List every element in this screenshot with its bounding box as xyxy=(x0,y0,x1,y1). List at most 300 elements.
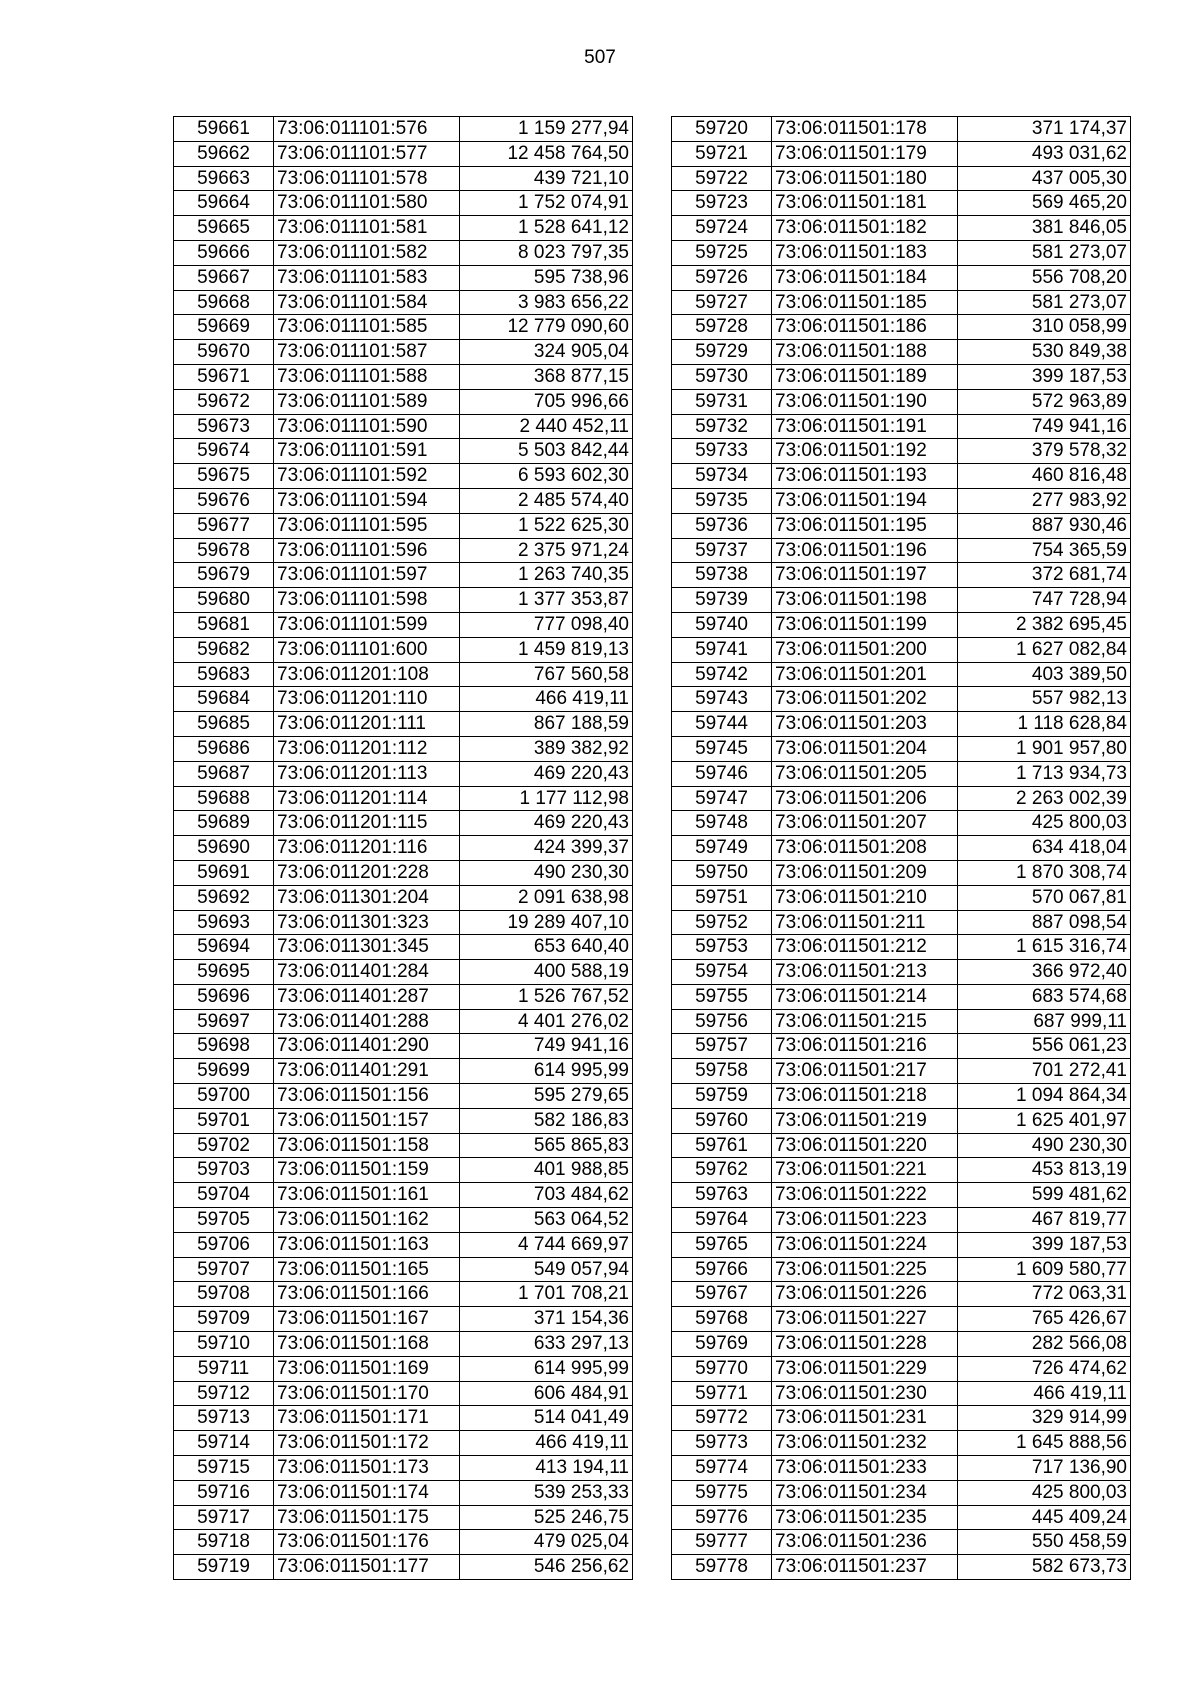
value-cell: 466 419,11 xyxy=(460,687,633,712)
cadastral-number-cell: 73:06:011401:290 xyxy=(274,1034,460,1059)
cadastral-number-cell: 73:06:011501:178 xyxy=(772,117,958,142)
cadastral-number-cell: 73:06:011501:188 xyxy=(772,340,958,365)
cadastral-number-cell: 73:06:011501:161 xyxy=(274,1183,460,1208)
ledger-table-right xyxy=(671,116,1131,1580)
value-cell: 565 865,83 xyxy=(460,1133,633,1158)
value-cell: 453 813,19 xyxy=(958,1158,1131,1183)
value-cell: 550 458,59 xyxy=(958,1530,1131,1555)
cadastral-number-cell: 73:06:011501:231 xyxy=(772,1406,958,1431)
value-cell: 595 279,65 xyxy=(460,1084,633,1109)
table-row xyxy=(174,488,633,513)
table-row xyxy=(672,240,1131,265)
table-row xyxy=(672,910,1131,935)
cadastral-number-cell: 73:06:011201:114 xyxy=(274,786,460,811)
cadastral-number-cell: 73:06:011501:214 xyxy=(772,984,958,1009)
row-number-cell: 59732 xyxy=(672,414,772,439)
value-cell: 546 256,62 xyxy=(460,1555,633,1580)
row-number-cell: 59771 xyxy=(672,1381,772,1406)
value-cell: 2 485 574,40 xyxy=(460,488,633,513)
row-number-cell: 59740 xyxy=(672,612,772,637)
row-number-cell: 59680 xyxy=(174,588,274,613)
table-row xyxy=(672,1356,1131,1381)
cadastral-number-cell: 73:06:011501:170 xyxy=(274,1381,460,1406)
row-number-cell: 59707 xyxy=(174,1257,274,1282)
value-cell: 557 982,13 xyxy=(958,687,1131,712)
row-number-cell: 59719 xyxy=(174,1555,274,1580)
value-cell: 765 426,67 xyxy=(958,1307,1131,1332)
value-cell: 490 230,30 xyxy=(460,860,633,885)
cadastral-number-cell: 73:06:011501:165 xyxy=(274,1257,460,1282)
table-row xyxy=(672,885,1131,910)
cadastral-number-cell: 73:06:011101:581 xyxy=(274,216,460,241)
row-number-cell: 59735 xyxy=(672,488,772,513)
row-number-cell: 59747 xyxy=(672,786,772,811)
table-row xyxy=(174,117,633,142)
value-cell: 329 914,99 xyxy=(958,1406,1131,1431)
row-number-cell: 59671 xyxy=(174,364,274,389)
cadastral-number-cell: 73:06:011501:209 xyxy=(772,860,958,885)
table-row xyxy=(672,563,1131,588)
row-number-cell: 59700 xyxy=(174,1084,274,1109)
row-number-cell: 59738 xyxy=(672,563,772,588)
value-cell: 633 297,13 xyxy=(460,1332,633,1357)
row-number-cell: 59773 xyxy=(672,1431,772,1456)
table-row xyxy=(672,1431,1131,1456)
cadastral-number-cell: 73:06:011101:587 xyxy=(274,340,460,365)
value-cell: 12 458 764,50 xyxy=(460,141,633,166)
cadastral-number-cell: 73:06:011501:180 xyxy=(772,166,958,191)
row-number-cell: 59661 xyxy=(174,117,274,142)
row-number-cell: 59754 xyxy=(672,960,772,985)
cadastral-number-cell: 73:06:011501:226 xyxy=(772,1282,958,1307)
row-number-cell: 59760 xyxy=(672,1108,772,1133)
row-number-cell: 59749 xyxy=(672,836,772,861)
cadastral-number-cell: 73:06:011501:234 xyxy=(772,1480,958,1505)
table-row xyxy=(672,960,1131,985)
cadastral-number-cell: 73:06:011501:182 xyxy=(772,216,958,241)
value-cell: 530 849,38 xyxy=(958,340,1131,365)
cadastral-number-cell: 73:06:011501:211 xyxy=(772,910,958,935)
table-row xyxy=(174,1158,633,1183)
value-cell: 653 640,40 xyxy=(460,935,633,960)
table-row xyxy=(174,389,633,414)
table-row xyxy=(174,1555,633,1580)
cadastral-number-cell: 73:06:011501:237 xyxy=(772,1555,958,1580)
table-row xyxy=(672,1183,1131,1208)
table-row xyxy=(174,588,633,613)
row-number-cell: 59768 xyxy=(672,1307,772,1332)
table-row xyxy=(174,811,633,836)
value-cell: 569 465,20 xyxy=(958,191,1131,216)
row-number-cell: 59751 xyxy=(672,885,772,910)
value-cell: 479 025,04 xyxy=(460,1530,633,1555)
table-row xyxy=(672,935,1131,960)
value-cell: 19 289 407,10 xyxy=(460,910,633,935)
value-cell: 1 377 353,87 xyxy=(460,588,633,613)
value-cell: 747 728,94 xyxy=(958,588,1131,613)
value-cell: 701 272,41 xyxy=(958,1059,1131,1084)
table-row xyxy=(672,439,1131,464)
cadastral-number-cell: 73:06:011501:224 xyxy=(772,1232,958,1257)
cadastral-number-cell: 73:06:011101:576 xyxy=(274,117,460,142)
value-cell: 572 963,89 xyxy=(958,389,1131,414)
value-cell: 1 522 625,30 xyxy=(460,513,633,538)
cadastral-number-cell: 73:06:011201:110 xyxy=(274,687,460,712)
table-row xyxy=(672,1034,1131,1059)
cadastral-number-cell: 73:06:011501:225 xyxy=(772,1257,958,1282)
table-row xyxy=(672,216,1131,241)
table-row xyxy=(174,364,633,389)
table-row xyxy=(672,1009,1131,1034)
table-row xyxy=(174,1480,633,1505)
cadastral-number-cell: 73:06:011501:235 xyxy=(772,1505,958,1530)
table-row xyxy=(672,1381,1131,1406)
table-row xyxy=(672,1530,1131,1555)
cadastral-number-cell: 73:06:011501:190 xyxy=(772,389,958,414)
value-cell: 372 681,74 xyxy=(958,563,1131,588)
table-row xyxy=(672,1084,1131,1109)
row-number-cell: 59720 xyxy=(672,117,772,142)
table-row xyxy=(174,761,633,786)
row-number-cell: 59729 xyxy=(672,340,772,365)
row-number-cell: 59716 xyxy=(174,1480,274,1505)
table-row xyxy=(174,687,633,712)
cadastral-number-cell: 73:06:011101:592 xyxy=(274,464,460,489)
table-row xyxy=(174,786,633,811)
cadastral-number-cell: 73:06:011501:218 xyxy=(772,1084,958,1109)
value-cell: 514 041,49 xyxy=(460,1406,633,1431)
row-number-cell: 59670 xyxy=(174,340,274,365)
row-number-cell: 59737 xyxy=(672,538,772,563)
value-cell: 867 188,59 xyxy=(460,712,633,737)
row-number-cell: 59746 xyxy=(672,761,772,786)
cadastral-number-cell: 73:06:011501:202 xyxy=(772,687,958,712)
row-number-cell: 59698 xyxy=(174,1034,274,1059)
value-cell: 282 566,08 xyxy=(958,1332,1131,1357)
table-row xyxy=(672,612,1131,637)
row-number-cell: 59723 xyxy=(672,191,772,216)
row-number-cell: 59769 xyxy=(672,1332,772,1357)
row-number-cell: 59687 xyxy=(174,761,274,786)
row-number-cell: 59709 xyxy=(174,1307,274,1332)
table-row xyxy=(672,1208,1131,1233)
value-cell: 1 118 628,84 xyxy=(958,712,1131,737)
row-number-cell: 59705 xyxy=(174,1208,274,1233)
row-number-cell: 59721 xyxy=(672,141,772,166)
row-number-cell: 59742 xyxy=(672,662,772,687)
cadastral-number-cell: 73:06:011201:115 xyxy=(274,811,460,836)
value-cell: 1 526 767,52 xyxy=(460,984,633,1009)
value-cell: 413 194,11 xyxy=(460,1456,633,1481)
value-cell: 1 870 308,74 xyxy=(958,860,1131,885)
row-number-cell: 59725 xyxy=(672,240,772,265)
table-row xyxy=(672,315,1131,340)
cadastral-number-cell: 73:06:011201:112 xyxy=(274,736,460,761)
value-cell: 772 063,31 xyxy=(958,1282,1131,1307)
cadastral-number-cell: 73:06:011101:595 xyxy=(274,513,460,538)
value-cell: 399 187,53 xyxy=(958,364,1131,389)
table-row xyxy=(174,191,633,216)
value-cell: 1 627 082,84 xyxy=(958,637,1131,662)
table-row xyxy=(174,1009,633,1034)
table-row xyxy=(672,1480,1131,1505)
value-cell: 424 399,37 xyxy=(460,836,633,861)
cadastral-number-cell: 73:06:011501:195 xyxy=(772,513,958,538)
row-number-cell: 59717 xyxy=(174,1505,274,1530)
value-cell: 1 615 316,74 xyxy=(958,935,1131,960)
row-number-cell: 59686 xyxy=(174,736,274,761)
value-cell: 887 098,54 xyxy=(958,910,1131,935)
table-row xyxy=(672,1505,1131,1530)
table-row xyxy=(174,1282,633,1307)
row-number-cell: 59733 xyxy=(672,439,772,464)
cadastral-number-cell: 73:06:011101:598 xyxy=(274,588,460,613)
cadastral-number-cell: 73:06:011501:191 xyxy=(772,414,958,439)
row-number-cell: 59693 xyxy=(174,910,274,935)
value-cell: 549 057,94 xyxy=(460,1257,633,1282)
row-number-cell: 59696 xyxy=(174,984,274,1009)
cadastral-number-cell: 73:06:011501:156 xyxy=(274,1084,460,1109)
table-row xyxy=(672,1108,1131,1133)
row-number-cell: 59741 xyxy=(672,637,772,662)
table-row xyxy=(672,1456,1131,1481)
table-row xyxy=(174,1381,633,1406)
row-number-cell: 59718 xyxy=(174,1530,274,1555)
cadastral-number-cell: 73:06:011101:589 xyxy=(274,389,460,414)
table-row xyxy=(672,1133,1131,1158)
row-number-cell: 59727 xyxy=(672,290,772,315)
cadastral-number-cell: 73:06:011101:583 xyxy=(274,265,460,290)
row-number-cell: 59743 xyxy=(672,687,772,712)
cadastral-number-cell: 73:06:011501:216 xyxy=(772,1034,958,1059)
table-row xyxy=(672,1232,1131,1257)
cadastral-number-cell: 73:06:011501:196 xyxy=(772,538,958,563)
value-cell: 6 593 602,30 xyxy=(460,464,633,489)
cadastral-number-cell: 73:06:011101:590 xyxy=(274,414,460,439)
value-cell: 614 995,99 xyxy=(460,1059,633,1084)
row-number-cell: 59724 xyxy=(672,216,772,241)
row-number-cell: 59662 xyxy=(174,141,274,166)
table-row xyxy=(672,166,1131,191)
value-cell: 12 779 090,60 xyxy=(460,315,633,340)
table-row xyxy=(174,736,633,761)
value-cell: 366 972,40 xyxy=(958,960,1131,985)
cadastral-number-cell: 73:06:011501:172 xyxy=(274,1431,460,1456)
row-number-cell: 59763 xyxy=(672,1183,772,1208)
cadastral-number-cell: 73:06:011501:222 xyxy=(772,1183,958,1208)
value-cell: 563 064,52 xyxy=(460,1208,633,1233)
table-row xyxy=(672,662,1131,687)
cadastral-number-cell: 73:06:011501:189 xyxy=(772,364,958,389)
value-cell: 539 253,33 xyxy=(460,1480,633,1505)
table-row xyxy=(174,1208,633,1233)
cadastral-number-cell: 73:06:011501:233 xyxy=(772,1456,958,1481)
cadastral-number-cell: 73:06:011401:291 xyxy=(274,1059,460,1084)
table-row xyxy=(174,464,633,489)
row-number-cell: 59688 xyxy=(174,786,274,811)
value-cell: 437 005,30 xyxy=(958,166,1131,191)
value-cell: 749 941,16 xyxy=(460,1034,633,1059)
row-number-cell: 59673 xyxy=(174,414,274,439)
row-number-cell: 59681 xyxy=(174,612,274,637)
value-cell: 368 877,15 xyxy=(460,364,633,389)
table-row xyxy=(672,836,1131,861)
table-row xyxy=(174,960,633,985)
row-number-cell: 59668 xyxy=(174,290,274,315)
table-row xyxy=(174,637,633,662)
row-number-cell: 59713 xyxy=(174,1406,274,1431)
row-number-cell: 59759 xyxy=(672,1084,772,1109)
table-row xyxy=(672,1406,1131,1431)
value-cell: 2 375 971,24 xyxy=(460,538,633,563)
table-row xyxy=(174,315,633,340)
row-number-cell: 59764 xyxy=(672,1208,772,1233)
ledger-table-body xyxy=(672,117,1131,1580)
row-number-cell: 59755 xyxy=(672,984,772,1009)
row-number-cell: 59730 xyxy=(672,364,772,389)
value-cell: 581 273,07 xyxy=(958,290,1131,315)
cadastral-number-cell: 73:06:011101:588 xyxy=(274,364,460,389)
row-number-cell: 59704 xyxy=(174,1183,274,1208)
table-row xyxy=(174,538,633,563)
value-cell: 466 419,11 xyxy=(958,1381,1131,1406)
row-number-cell: 59758 xyxy=(672,1059,772,1084)
cadastral-number-cell: 73:06:011501:185 xyxy=(772,290,958,315)
table-row xyxy=(174,860,633,885)
value-cell: 277 983,92 xyxy=(958,488,1131,513)
table-row xyxy=(174,141,633,166)
cadastral-number-cell: 73:06:011101:594 xyxy=(274,488,460,513)
table-row xyxy=(672,464,1131,489)
table-row xyxy=(672,1307,1131,1332)
table-row xyxy=(174,166,633,191)
cadastral-number-cell: 73:06:011501:227 xyxy=(772,1307,958,1332)
cadastral-number-cell: 73:06:011501:199 xyxy=(772,612,958,637)
row-number-cell: 59753 xyxy=(672,935,772,960)
row-number-cell: 59765 xyxy=(672,1232,772,1257)
cadastral-number-cell: 73:06:011201:108 xyxy=(274,662,460,687)
cadastral-number-cell: 73:06:011501:208 xyxy=(772,836,958,861)
table-row xyxy=(174,340,633,365)
value-cell: 634 418,04 xyxy=(958,836,1131,861)
table-row xyxy=(672,389,1131,414)
table-row xyxy=(174,265,633,290)
row-number-cell: 59711 xyxy=(174,1356,274,1381)
row-number-cell: 59672 xyxy=(174,389,274,414)
value-cell: 439 721,10 xyxy=(460,166,633,191)
table-row xyxy=(174,1108,633,1133)
value-cell: 1 713 934,73 xyxy=(958,761,1131,786)
table-row xyxy=(174,712,633,737)
row-number-cell: 59734 xyxy=(672,464,772,489)
table-row xyxy=(672,811,1131,836)
table-row xyxy=(672,736,1131,761)
cadastral-number-cell: 73:06:011501:168 xyxy=(274,1332,460,1357)
row-number-cell: 59701 xyxy=(174,1108,274,1133)
cadastral-number-cell: 73:06:011501:230 xyxy=(772,1381,958,1406)
table-row xyxy=(174,1183,633,1208)
cadastral-number-cell: 73:06:011501:194 xyxy=(772,488,958,513)
table-row xyxy=(174,1133,633,1158)
value-cell: 1 159 277,94 xyxy=(460,117,633,142)
cadastral-number-cell: 73:06:011501:157 xyxy=(274,1108,460,1133)
row-number-cell: 59777 xyxy=(672,1530,772,1555)
row-number-cell: 59674 xyxy=(174,439,274,464)
row-number-cell: 59694 xyxy=(174,935,274,960)
cadastral-number-cell: 73:06:011501:220 xyxy=(772,1133,958,1158)
cadastral-number-cell: 73:06:011501:183 xyxy=(772,240,958,265)
ledger-table-body xyxy=(174,117,633,1580)
table-row xyxy=(174,513,633,538)
table-row xyxy=(174,935,633,960)
table-row xyxy=(672,364,1131,389)
row-number-cell: 59722 xyxy=(672,166,772,191)
value-cell: 1 701 708,21 xyxy=(460,1282,633,1307)
value-cell: 400 588,19 xyxy=(460,960,633,985)
table-row xyxy=(672,1059,1131,1084)
value-cell: 525 246,75 xyxy=(460,1505,633,1530)
value-cell: 3 983 656,22 xyxy=(460,290,633,315)
row-number-cell: 59676 xyxy=(174,488,274,513)
value-cell: 749 941,16 xyxy=(958,414,1131,439)
table-row xyxy=(672,588,1131,613)
cadastral-number-cell: 73:06:011501:166 xyxy=(274,1282,460,1307)
table-row xyxy=(174,1406,633,1431)
table-row xyxy=(174,1456,633,1481)
value-cell: 445 409,24 xyxy=(958,1505,1131,1530)
table-row xyxy=(672,984,1131,1009)
table-row xyxy=(174,1530,633,1555)
value-cell: 614 995,99 xyxy=(460,1356,633,1381)
row-number-cell: 59677 xyxy=(174,513,274,538)
row-number-cell: 59669 xyxy=(174,315,274,340)
value-cell: 556 061,23 xyxy=(958,1034,1131,1059)
cadastral-number-cell: 73:06:011501:210 xyxy=(772,885,958,910)
cadastral-number-cell: 73:06:011501:236 xyxy=(772,1530,958,1555)
table-row xyxy=(672,1158,1131,1183)
cadastral-number-cell: 73:06:011101:584 xyxy=(274,290,460,315)
table-row xyxy=(672,513,1131,538)
table-row xyxy=(174,216,633,241)
cadastral-number-cell: 73:06:011501:223 xyxy=(772,1208,958,1233)
cadastral-number-cell: 73:06:011501:173 xyxy=(274,1456,460,1481)
table-row xyxy=(672,687,1131,712)
cadastral-number-cell: 73:06:011101:591 xyxy=(274,439,460,464)
row-number-cell: 59766 xyxy=(672,1257,772,1282)
cadastral-number-cell: 73:06:011501:219 xyxy=(772,1108,958,1133)
table-row xyxy=(174,1059,633,1084)
table-row xyxy=(174,885,633,910)
cadastral-number-cell: 73:06:011501:200 xyxy=(772,637,958,662)
table-row xyxy=(174,836,633,861)
cadastral-number-cell: 73:06:011501:232 xyxy=(772,1431,958,1456)
value-cell: 599 481,62 xyxy=(958,1183,1131,1208)
table-row xyxy=(672,1332,1131,1357)
row-number-cell: 59774 xyxy=(672,1456,772,1481)
cadastral-number-cell: 73:06:011101:597 xyxy=(274,563,460,588)
table-row xyxy=(174,414,633,439)
value-cell: 1 177 112,98 xyxy=(460,786,633,811)
value-cell: 1 901 957,80 xyxy=(958,736,1131,761)
cadastral-number-cell: 73:06:011501:167 xyxy=(274,1307,460,1332)
table-row xyxy=(672,414,1131,439)
value-cell: 381 846,05 xyxy=(958,216,1131,241)
cadastral-number-cell: 73:06:011501:192 xyxy=(772,439,958,464)
row-number-cell: 59679 xyxy=(174,563,274,588)
table-row xyxy=(174,1332,633,1357)
table-row xyxy=(672,265,1131,290)
row-number-cell: 59715 xyxy=(174,1456,274,1481)
